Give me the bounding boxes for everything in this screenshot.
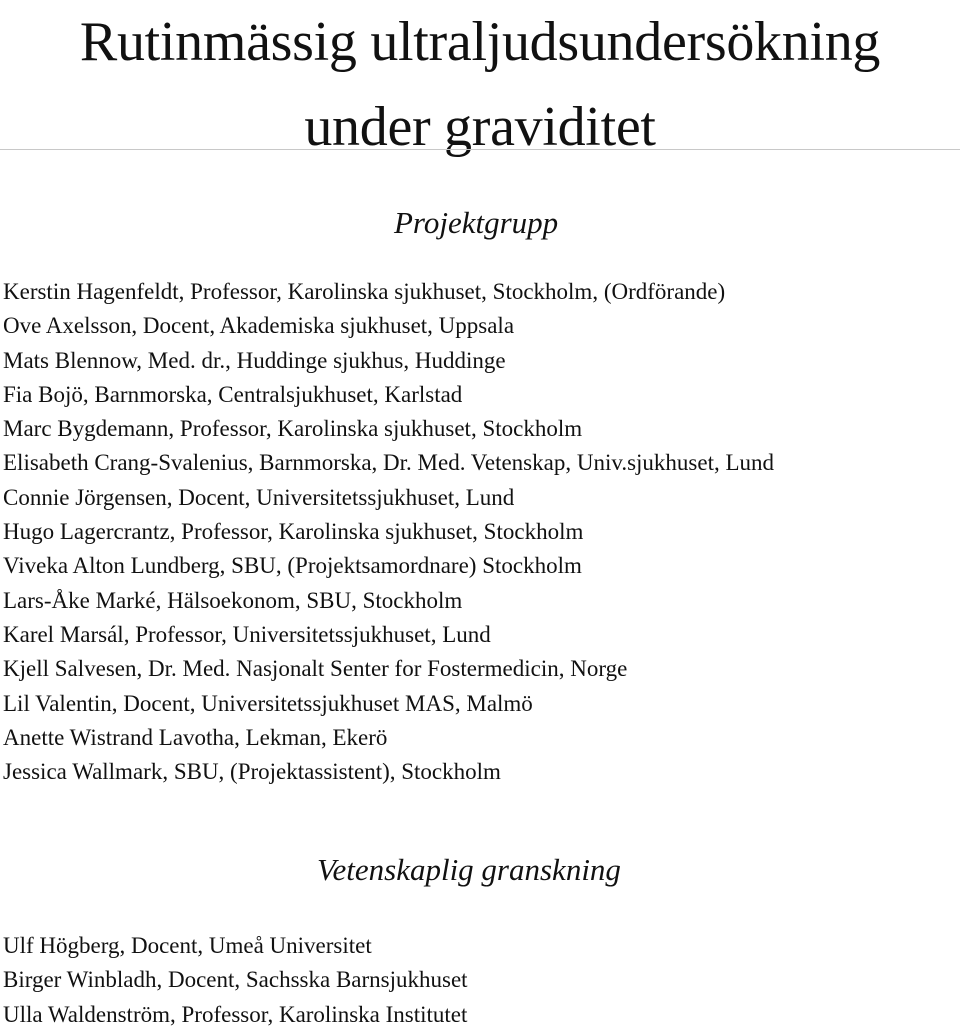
list-item: Hugo Lagercrantz, Professor, Karolinska sjukhuset, Stockholm xyxy=(3,519,584,545)
list-item: Anette Wistrand Lavotha, Lekman, Ekerö xyxy=(3,724,388,750)
list-item: Ove Axelsson, Docent, Akademiska sjukhuset, Uppsala xyxy=(3,313,515,339)
list-item: Birger Winbladh, Docent, Sachsska Barnsjukhuset xyxy=(3,967,468,993)
project-group-heading: Projektgrupp xyxy=(394,205,559,240)
list-item: Connie Jörgensen, Docent, Universitetssjukhuset, Lund xyxy=(3,484,515,510)
list-item: Elisabeth Crang-Svalenius, Barnmorska, Dr. Med. Vetenskap, Univ.sjukhuset, Lund xyxy=(3,450,775,476)
list-item: Jessica Wallmark, SBU, (Projektassistent), Stockholm xyxy=(3,759,501,785)
list-item: Fia Bojö, Barnmorska, Centralsjukhuset, Karlstad xyxy=(3,381,463,407)
project-group-list xyxy=(3,275,774,789)
list-item: Mats Blennow, Med. dr., Huddinge sjukhus, Huddinge xyxy=(3,347,506,373)
scientific-review-list xyxy=(3,929,468,1032)
list-item: Ulla Waldenström, Professor, Karolinska Institutet xyxy=(3,1001,468,1027)
title-divider xyxy=(0,149,960,150)
list-item: Viveka Alton Lundberg, SBU, (Projektsamordnare) Stockholm xyxy=(3,553,582,579)
list-item: Ulf Högberg, Docent, Umeå Universitet xyxy=(3,933,372,958)
page-title-line-1: Rutinmässig ultraljudsundersökning xyxy=(79,11,881,73)
list-item: Kjell Salvesen, Dr. Med. Nasjonalt Senter for Fostermedicin, Norge xyxy=(3,656,628,682)
page-title xyxy=(0,0,960,170)
list-item: Lil Valentin, Docent, Universitetssjukhuset MAS, Malmö xyxy=(3,690,533,716)
list-item: Marc Bygdemann, Professor, Karolinska sjukhuset, Stockholm xyxy=(3,416,583,442)
list-item: Karel Marsál, Professor, Universitetssjukhuset, Lund xyxy=(3,621,491,647)
list-item: Kerstin Hagenfeldt, Professor, Karolinska sjukhuset, Stockholm, (Ordförande) xyxy=(3,279,726,304)
scientific-review-heading: Vetenskaplig granskning xyxy=(317,852,621,887)
list-item: Lars-Åke Marké, Hälsoekonom, SBU, Stockholm xyxy=(3,587,463,613)
page-title-line-2: under graviditet xyxy=(304,96,656,158)
